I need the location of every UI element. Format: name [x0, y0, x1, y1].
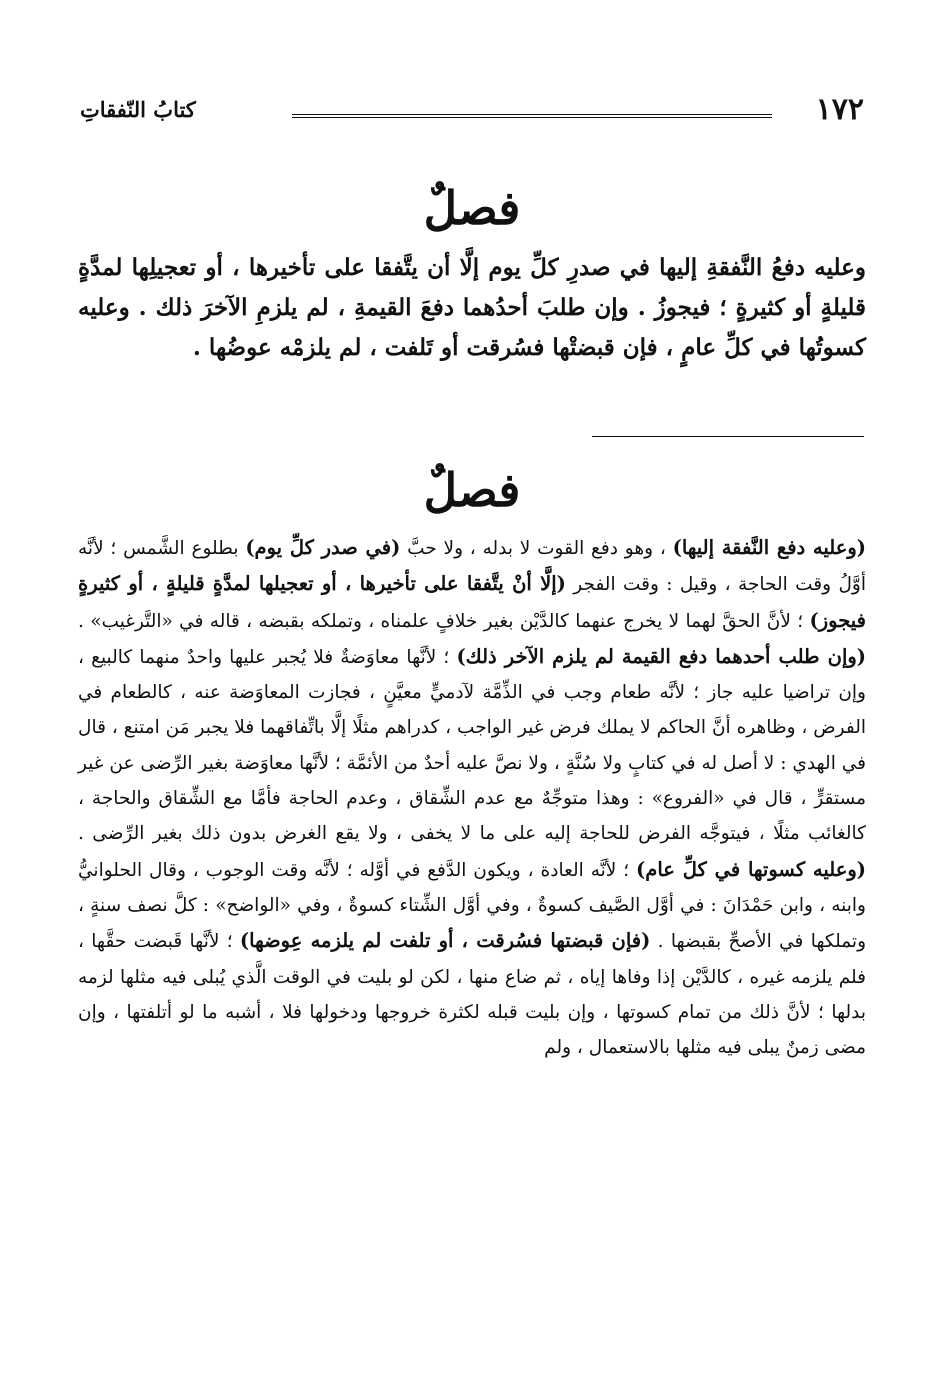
commentary-segment: ؛ لأنَّه العادة ، ويكون الدَّفع في أوَّله ؛ لأنَّه وقت الوجوب ، وقال الحلوانيُّ وابنه ، وابن حَمْدَانَ : في أوَّل الصَّيف كسوةٌ ، وفي أوَّل الشِّتاء كسوةٌ ، وفي «الواضح» : كلَّ نصف سنةٍ ، وتملكها في الأصحِّ بقبضها . — [78, 859, 867, 953]
matn-separator-rule — [592, 436, 864, 437]
section-heading-1: فصلٌ — [423, 181, 521, 235]
commentary-segment: ؛ لأنَّ الحقَّ لهما لا يخرج عنهما كالدَّيْن بغير خلافٍ علمناه ، وتملكه بقبضه ، قاله في «التَّرغيب» . — [78, 610, 810, 632]
quoted-matn-segment: (وعليه كسوتها في كلِّ عام) — [636, 857, 866, 881]
section-heading-2: فصلٌ — [423, 463, 521, 517]
quoted-matn-segment: (وإن طلب أحدهما دفع القيمة لم يلزم الآخر ذلك) — [456, 644, 867, 668]
quoted-matn-segment: (إلَّا أنْ يتَّفقا على تأخيرها ، أو تعجيلها لمدَّةٍ قليلةٍ ، أو كثيرةٍ فيجوز) — [78, 572, 866, 632]
commentary-segment: بطلوع الشَّمس ؛ لأنَّه أوَّلُ وقت الحاجة ، وقيل : وقت الفجر — [78, 538, 866, 596]
quoted-matn-segment: (في صدر كلِّ يوم) — [245, 536, 401, 559]
header-rule — [292, 114, 772, 118]
commentary-paragraph — [78, 530, 866, 1065]
commentary-segment: ؛ لأنَّها معاوَضةٌ فلا يُجبر عليها واحدٌ منهما كالبيع ، وإن تراضيا عليه جاز ؛ لأنَّه طعام وجب في الذِّمَّة لآدميٍّ معيَّنٍ ، فجازت المعاوَضة عنه ، كالطعام في الفرض ، وظاهره أنَّ الحاكم لا يملك فرض غير الواجب ، كدراهم مثلًا إلَّا باتِّفاقهما فلا يجبر مَن امتنع ، قال في الهدي : لا أصل له في كتابٍ ولا سُنَّةٍ ، ولا نصَّ عليه أحدٌ من الأئمَّة ؛ لأنَّها معاوَضة بغير الرِّضى عن غير مستقرٍّ ، قال في «الفروع» : وهذا متوجِّهٌ مع عدم الشِّقاق ، وعدم الحاجة فأمَّا مع الشِّقاق والحاجة ، كالغائب مثلًا ، فيتوجَّه الفرض للحاجة إليه على ما لا يخفى ، ولا يقع الغرض بدون ذلك بغير الرِّضى . — [78, 646, 867, 845]
running-title: كتابُ النّفقاتِ — [80, 97, 196, 122]
matn-paragraph: وعليه دفعُ النَّفقةِ إليها في صدرِ كلِّ يوم إلَّا أن يتَّفقا على تأخيرها ، أو تعجيلِها لمدَّةٍ قليلةٍ أو كثيرةٍ ؛ فيجوزُ . وإن طلبَ أحدُهما دفعَ القيمةِ ، لم يلزمِ الآخرَ ذلك . وعليه كسوتُها في كلِّ عامٍ ، فإن قبضتْها فسُرقت أو تَلفت ، لم يلزمْه عوضُها . — [78, 254, 866, 361]
page-number: ١٧٢ — [815, 92, 864, 127]
quoted-matn-segment: (وعليه دفع النَّفقة إليها) — [672, 536, 866, 559]
commentary-segment: ؛ لأنَّها قَبضت حقَّها ، فلم يلزمه غيره ، كالدَّيْن إذا وفاها إياه ، ثم ضاع منها ، لكن لو بليت في الوقت الَّذي يُبلى فيه مثلها لزمه بدلها ؛ لأنَّ ذلك من تمام كسوتها ، وإن بليت قبله لكثرة خروجها ودخولها فلا ، أشبه ما لو أتلفتها ، وإن مضى زمنٌ يبلى فيه مثلها بالاستعمال ، ولم — [78, 931, 866, 1059]
quoted-matn-segment: (فإن قبضتها فسُرقت ، أو تلفت لم يلزمه عِوضها) — [239, 929, 651, 953]
page-header — [80, 92, 864, 132]
commentary-segment: ، وهو دفع القوت لا بدله ، ولا حبَّ — [400, 538, 673, 559]
